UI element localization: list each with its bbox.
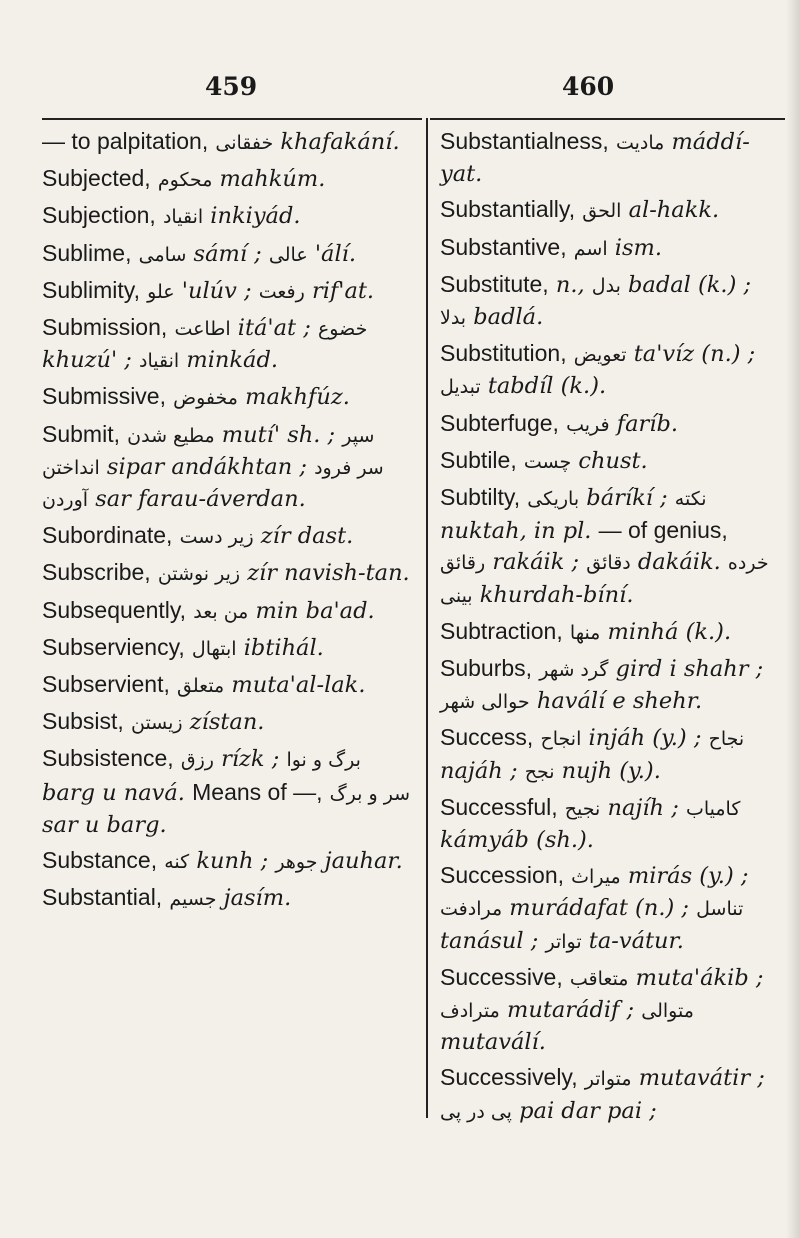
dictionary-entry [440,1062,780,1127]
entry-headword: Submissive, [42,383,166,410]
entry-transliteration: sar farau-áverdan. [95,486,306,513]
entry-arabic: دقائق [586,552,631,575]
dictionary-entry [440,482,780,612]
entry-transliteration: najíh ; [607,794,679,821]
entry-headword: Substantialness, [440,128,609,154]
entry-transliteration: zír dast. [260,523,354,550]
entry-arabic: سپر انداختن [42,424,375,479]
entry-transliteration: 'álí. [314,240,356,267]
entry-arabic: زیستن [130,712,183,735]
entry-transliteration: khafakání. [280,129,400,155]
page-edge-shadow [786,0,800,1238]
entry-arabic: خضوع [317,318,368,341]
entry-transliteration: dakáik. [637,549,721,576]
entry-subhead: Means of —, [192,778,323,805]
entry-headword: Substance, [42,847,158,874]
entry-headword: Substantive, [440,233,567,260]
entry-arabic: فریب [566,413,610,436]
entry-arabic: سامی [138,243,187,266]
entry-transliteration: mirás (y.) ; [627,863,749,890]
entry-arabic: زیر نوشتن [157,563,241,586]
entry-transliteration: rif'at. [311,277,375,304]
dictionary-entry [42,632,420,665]
dictionary-entry [440,616,780,649]
entry-arabic: رقائق [440,552,486,575]
entry-transliteration: najáh ; [440,757,518,784]
entry-transliteration: mutí' sh. ; [221,421,336,448]
entry-headword: Subtile, [440,446,517,473]
dictionary-entry [440,860,780,958]
entry-transliteration: khurdah-bíní. [479,581,634,608]
entry-arabic: نکته [674,488,707,511]
entry-transliteration: al-hakk. [628,197,720,224]
dictionary-entry [440,962,780,1059]
entry-arabic: نجح [524,760,555,783]
entry-headword: Suburbs, [440,655,533,682]
entry-headword: Subterfuge, [440,409,559,436]
entry-headword: Subtilty, [440,484,521,511]
header-rule-left [42,118,422,120]
entry-transliteration: kunh ; [196,848,269,875]
entry-arabic: من بعد [193,600,249,623]
entry-transliteration: faríb. [616,410,678,437]
entry-transliteration: rakáik ; [492,549,580,576]
entry-headword: Subscribe, [42,559,151,586]
entry-transliteration: khuzú' ; [42,347,132,374]
entry-transliteration: minkád. [186,347,279,374]
entry-transliteration: nuktah, in pl. [440,518,592,545]
dictionary-entry [42,520,420,553]
entry-arabic: مطیع شدن [127,424,215,447]
entry-transliteration: badal (k.) ; [628,271,752,298]
entry-arabic: سر و برگ [329,782,411,805]
entry-arabic: متعاقب [569,967,629,990]
entry-transliteration: kámyáb (sh.). [440,827,594,854]
entry-headword: Subservient, [42,671,170,698]
entry-headword: Succession, [440,862,565,889]
entry-arabic: گرد شهر [539,659,609,682]
entry-headword: Successful, [440,793,558,820]
entry-transliteration: sámí ; [193,240,262,267]
entry-arabic: بدلا [440,307,467,330]
entry-arabic: مخفوض [173,387,238,410]
entry-headword: Subsist, [42,708,124,735]
entry-transliteration: injáh (y.) ; [588,725,702,752]
entry-arabic: رزق [180,749,214,772]
entry-transliteration: rízk ; [221,746,280,773]
dictionary-entry [42,706,420,739]
dictionary-entry [440,408,780,441]
dictionary-entry [440,792,780,856]
entry-headword: Substantial, [42,884,163,911]
entry-arabic: برگ و نوا [286,749,361,772]
entry-subhead: — of genius, [598,517,728,544]
entry-transliteration: ibtihál. [243,634,324,661]
entry-transliteration: itá'at ; [237,315,311,342]
entry-transliteration: gird i shahr ; [615,656,764,683]
entry-transliteration: mutarádif ; [507,997,635,1024]
dictionary-entry [42,275,420,308]
entry-arabic: تعویض [573,344,627,367]
entry-transliteration: sar u barg. [42,811,167,838]
entry-arabic: زیر دست [179,526,254,549]
entry-headword: Sublimity, [42,276,140,303]
entry-arabic: متواتر [584,1068,632,1091]
entry-transliteration: zístan. [189,709,265,736]
entry-arabic: باریکی [527,488,580,511]
entry-headword: Subjected, [42,165,151,192]
entry-headword: Subtraction, [440,617,563,644]
entry-arabic: نجاح [708,728,745,751]
entry-transliteration: barg u navá. [42,779,185,806]
entry-headword: Subordinate, [42,522,173,549]
page-number-left: 459 [205,72,258,101]
entry-arabic: میراث [571,866,621,889]
entry-arabic: متوالی [641,1000,694,1023]
entry-arabic: انقیاد [162,206,204,229]
entry-arabic: متعلق [177,675,225,698]
entry-transliteration: 'ulúv ; [181,277,252,304]
entry-headword: Submission, [42,314,168,341]
entry-transliteration: badlá. [473,304,544,331]
entry-arabic: رفعت [258,280,305,303]
entry-headword: Substantially, [440,196,576,223]
entry-headword: Success, [440,724,534,751]
entry-transliteration: nujh (y.). [561,757,661,784]
entry-arabic: تناسل [696,898,744,921]
entry-headword: Sublime, [42,239,132,266]
entry-headword: — to palpitation, [42,128,209,154]
entry-transliteration: chust. [578,447,648,474]
entry-transliteration: tanásul ; [440,927,539,954]
entry-transliteration: murádafat (n.) ; [509,895,689,922]
entry-arabic: حوالی شهر [440,691,530,714]
entry-transliteration: muta'ákib ; [635,964,764,991]
entry-headword: Substitute, [440,270,549,297]
right-column [440,126,780,1132]
entry-arabic: خرده بینی [440,552,769,607]
entry-transliteration: sipar andákhtan ; [106,453,307,480]
dictionary-entry [440,653,780,718]
entry-transliteration: tabdíl (k.). [487,373,607,400]
entry-transliteration: minhá (k.). [607,618,732,645]
entry-transliteration: mutavátir ; [638,1065,765,1092]
entry-arabic: نجیح [564,797,601,820]
entry-arabic: اطاعت [174,318,231,341]
column-divider [426,118,428,1118]
dictionary-entry [42,557,420,590]
entry-transliteration: makhfúz. [245,384,350,411]
dictionary-entry [440,445,780,478]
dictionary-entry [42,238,420,271]
entry-headword: Subsistence, [42,745,174,772]
entry-transliteration: muta'al-lak. [231,672,366,699]
dictionary-entry [42,845,420,878]
entry-transliteration: ism. [614,234,662,261]
entry-arabic: جوهر [275,851,318,874]
entry-arabic: کنه [164,851,190,874]
dictionary-entry [440,338,780,403]
entry-arabic: عالی [268,243,308,266]
dictionary-entry [42,200,420,233]
entry-transliteration: jasím. [223,885,292,912]
entry-arabic: چست [523,450,572,473]
entry-arabic: انقیاد [139,350,180,373]
dictionary-entry [42,595,420,628]
entry-headword: Subserviency, [42,633,185,660]
entry-headword: Submit, [42,420,120,447]
entry-arabic: ابتهال [191,637,237,660]
header-rule-right [430,118,785,120]
entry-transliteration: ta-vátur. [588,927,684,954]
entry-arabic: بدل [591,274,621,297]
entry-arabic: محکوم [157,169,213,192]
entry-transliteration: báríkí ; [586,485,668,512]
entry-transliteration: mahkúm. [219,166,326,193]
entry-transliteration: mutaválí. [440,1029,546,1056]
entry-arabic: علو [147,280,175,303]
dictionary-entry [440,126,780,190]
entry-transliteration: jauhar. [324,848,403,875]
entry-arabic: اسم [573,237,608,260]
entry-headword: Subsequently, [42,596,187,623]
entry-transliteration: zír navish-tan. [247,560,410,587]
dictionary-entry [42,669,420,702]
left-column [42,126,420,919]
entry-arabic: مرادفت [440,898,503,921]
dictionary-entry [440,194,780,227]
page-number-right: 460 [562,72,615,101]
dictionary-entry [42,381,420,414]
entry-arabic: الحق [582,200,622,223]
entry-transliteration: min ba'ad. [255,597,375,624]
dictionary-entry [42,743,420,841]
entry-pos: n., [555,271,585,298]
entry-arabic: تبدیل [440,376,481,399]
entry-headword: Successively, [440,1064,578,1091]
entry-arabic: کامیاب [685,797,741,820]
entry-headword: Substitution, [440,340,567,367]
entry-arabic: جسیم [169,888,217,911]
dictionary-entry [42,163,420,196]
entry-arabic: سر فرود آوردن [42,456,384,512]
entry-transliteration: inkiyád. [210,203,301,230]
dictionary-entry [440,232,780,265]
entry-headword: Subjection, [42,202,156,229]
dictionary-entry [42,882,420,915]
entry-arabic: پی در پی [440,1100,512,1123]
dictionary-entry [42,419,420,517]
entry-arabic: انجاح [540,728,582,751]
dictionary-entry [440,269,780,334]
entry-arabic: مادیت [615,132,665,154]
entry-arabic: منها [569,621,601,644]
dictionary-entry [440,722,780,787]
dictionary-entry [42,126,420,159]
entry-transliteration: máddí-yat. [440,129,750,188]
entry-arabic: تواتر [545,930,582,953]
entry-arabic: خفقانی [215,132,274,154]
entry-transliteration: pai dar pai ; [519,1097,657,1124]
dictionary-entry [42,312,420,377]
entry-transliteration: haválí e shehr. [536,688,703,715]
entry-transliteration: ta'víz (n.) ; [633,341,756,368]
entry-arabic: مترادف [440,1000,500,1023]
entry-headword: Successive, [440,963,563,990]
